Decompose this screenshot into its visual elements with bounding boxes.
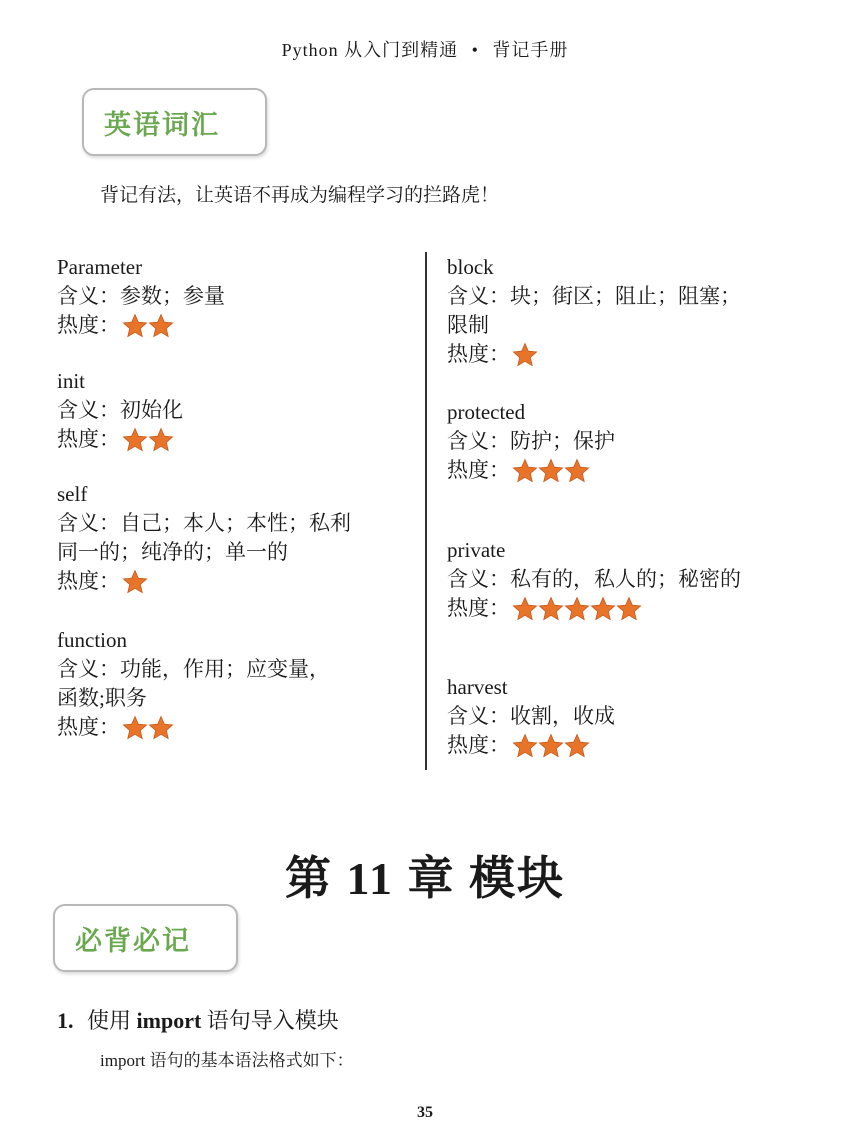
- star-icon: [122, 313, 148, 339]
- vocab-word: harvest: [447, 675, 508, 699]
- star-rating: [122, 569, 148, 595]
- heat-label: 热度：: [447, 342, 510, 366]
- vocab-section-title: [82, 88, 267, 156]
- star-icon: [564, 458, 590, 484]
- vocab-meaning: [447, 565, 797, 594]
- star-icon: [512, 733, 538, 759]
- star-rating: [512, 458, 590, 484]
- meaning-label: 含义：: [57, 511, 120, 535]
- star-icon: [122, 569, 148, 595]
- book-title: Python 从入门到精通: [281, 40, 459, 60]
- star-rating: [512, 596, 642, 622]
- heat-rating: [57, 713, 407, 742]
- star-icon: [122, 427, 148, 453]
- vocab-meaning: [447, 427, 797, 456]
- heat-label: 热度：: [57, 427, 120, 451]
- section-heading: [57, 1004, 339, 1035]
- must-remember-section-title: [53, 904, 238, 972]
- heat-label: 热度：: [57, 715, 120, 739]
- meaning-text: 参数；参量: [120, 284, 225, 308]
- star-rating: [512, 342, 538, 368]
- heat-rating: [57, 567, 407, 596]
- header-separator: •: [471, 40, 479, 60]
- star-icon: [512, 596, 538, 622]
- chapter-title: 第 11 章 模块: [285, 853, 565, 904]
- vocab-meaning: [447, 702, 797, 731]
- star-icon: [512, 458, 538, 484]
- vocab-entry: [57, 253, 407, 340]
- star-rating: [512, 733, 590, 759]
- meaning-text: 收割，收成: [510, 704, 615, 728]
- vocab-word: init: [57, 369, 86, 393]
- section-heading-keyword: import: [136, 1008, 202, 1033]
- heat-label: 热度：: [57, 313, 120, 337]
- heat-label: 热度：: [447, 596, 510, 620]
- vocab-word: Parameter: [57, 255, 143, 279]
- heat-rating: [447, 594, 797, 623]
- section-heading-suffix: 语句导入模块: [206, 1008, 339, 1033]
- heat-label: 热度：: [447, 458, 510, 482]
- star-icon: [148, 715, 174, 741]
- vocab-meaning-continued: 限制: [447, 313, 489, 337]
- star-icon: [538, 596, 564, 622]
- vocab-entry: [447, 673, 797, 760]
- meaning-label: 含义：: [447, 429, 510, 453]
- star-icon: [564, 733, 590, 759]
- meaning-text: 功能，作用；应变量，: [120, 657, 330, 681]
- vocab-meaning: [57, 282, 407, 311]
- meaning-text: 自己；本人；本性；私利: [120, 511, 351, 535]
- vocab-meaning: [447, 282, 797, 311]
- section-intro: import 语句的基本语法格式如下：: [100, 1051, 354, 1070]
- meaning-text: 初始化: [120, 398, 183, 422]
- meaning-label: 含义：: [447, 567, 510, 591]
- meaning-text: 防护；保护: [510, 429, 615, 453]
- vocab-entry: [57, 367, 407, 454]
- vocab-tagline: 背记有法，让英语不再成为编程学习的拦路虎！: [100, 185, 500, 206]
- vocab-word: self: [57, 482, 88, 506]
- meaning-label: 含义：: [447, 704, 510, 728]
- heat-rating: [447, 340, 797, 369]
- meaning-label: 含义：: [57, 657, 120, 681]
- star-rating: [122, 427, 174, 453]
- vocab-meaning-continued: 函数;职务: [57, 686, 147, 710]
- heat-rating: [447, 731, 797, 760]
- column-divider: [425, 252, 427, 770]
- meaning-text: 块；街区；阻止；阻塞；: [510, 284, 741, 308]
- star-icon: [538, 733, 564, 759]
- vocab-entry: [57, 480, 407, 596]
- meaning-label: 含义：: [447, 284, 510, 308]
- section-heading-prefix: 使用: [87, 1008, 132, 1033]
- vocab-meaning: [57, 509, 407, 538]
- star-icon: [564, 596, 590, 622]
- heat-rating: [57, 311, 407, 340]
- heat-label: 热度：: [447, 733, 510, 757]
- vocab-word: function: [57, 628, 127, 652]
- star-rating: [122, 715, 174, 741]
- meaning-label: 含义：: [57, 284, 120, 308]
- vocab-meaning: [57, 396, 407, 425]
- vocab-meaning: [57, 655, 407, 684]
- star-icon: [148, 427, 174, 453]
- heat-rating: [57, 425, 407, 454]
- star-icon: [538, 458, 564, 484]
- heat-rating: [447, 456, 797, 485]
- star-icon: [122, 715, 148, 741]
- star-rating: [122, 313, 174, 339]
- vocab-word: protected: [447, 400, 526, 424]
- page-number: 35: [417, 1104, 433, 1121]
- must-remember-title-text: 必背必记: [75, 925, 191, 956]
- meaning-text: 私有的，私人的；秘密的: [510, 567, 741, 591]
- vocab-entry: [447, 253, 797, 369]
- vocab-meaning-continued: 同一的；纯净的；单一的: [57, 540, 288, 564]
- star-icon: [590, 596, 616, 622]
- vocab-title-text: 英语词汇: [104, 109, 220, 140]
- heat-label: 热度：: [57, 569, 120, 593]
- vocab-word: block: [447, 255, 494, 279]
- meaning-label: 含义：: [57, 398, 120, 422]
- book-subtitle: 背记手册: [492, 40, 569, 60]
- vocab-word: private: [447, 538, 506, 562]
- vocab-entry: [447, 536, 797, 623]
- section-number: 1.: [57, 1008, 74, 1033]
- star-icon: [148, 313, 174, 339]
- star-icon: [616, 596, 642, 622]
- star-icon: [512, 342, 538, 368]
- vocab-entry: [447, 398, 797, 485]
- vocab-entry: [57, 626, 407, 742]
- running-header: [0, 36, 850, 62]
